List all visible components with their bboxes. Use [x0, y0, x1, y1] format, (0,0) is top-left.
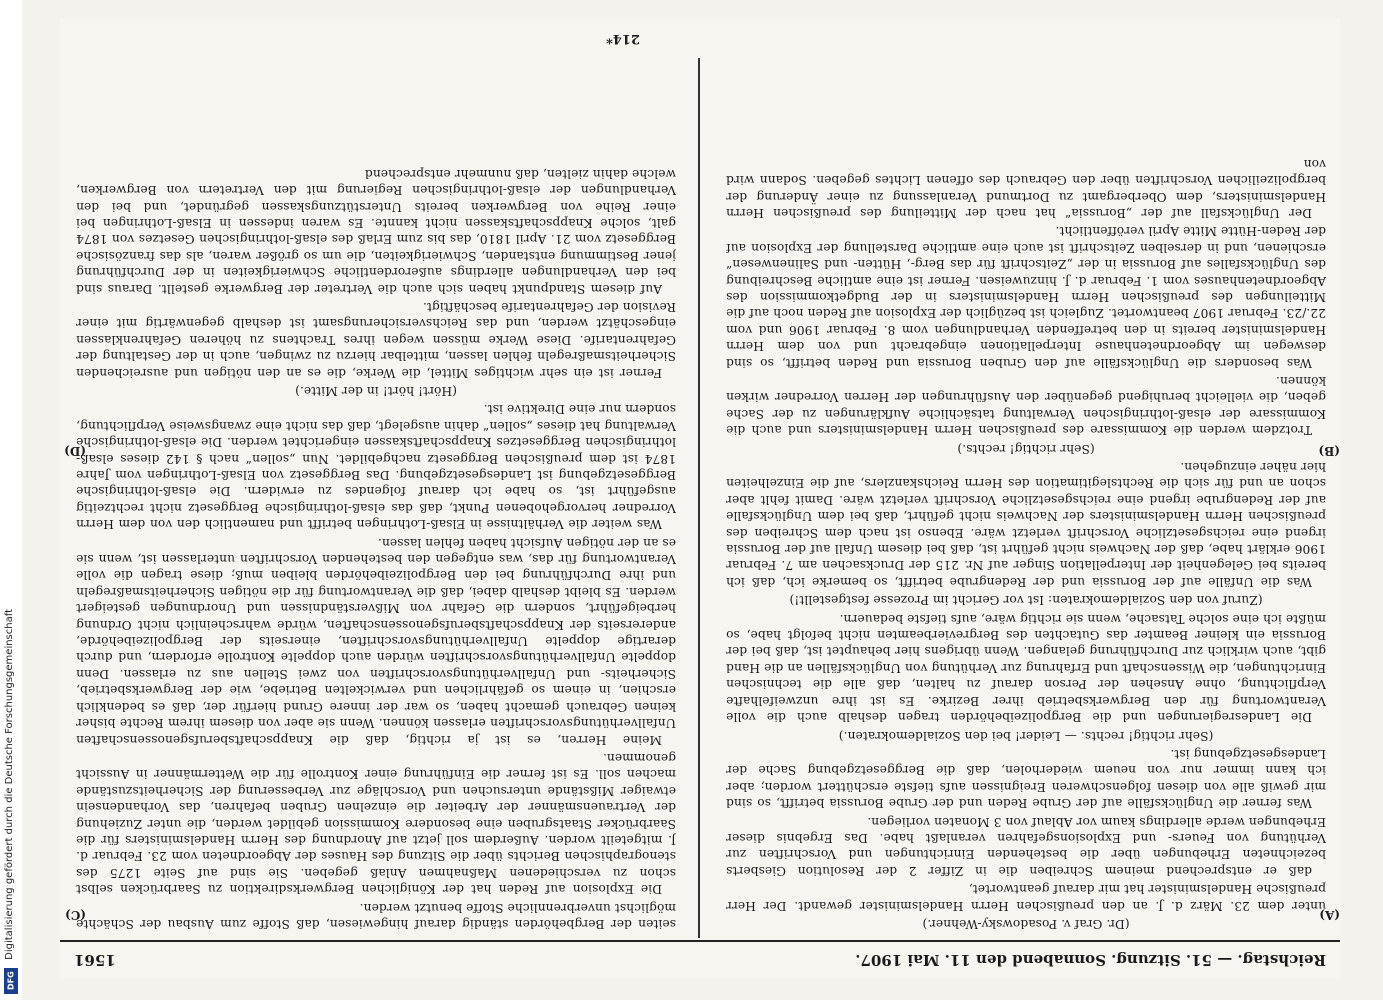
interjection: (Sehr richtig! rechts.): [957, 441, 1095, 456]
column-divider: [698, 58, 700, 938]
paragraph: Was die Unfälle auf der Borussia und der Redengrube betrifft, so bemerke ich, daß ich bereits bei Gelegenheit der Interpellation Singer auf Nr. 215 der Drucksachen am 7. Februar 1906 erklärt habe, daß der Nachweis nicht geführt ist, daß bei diesem Unfall auf der Borussia irgend eine reichsgesetzliche Vorschrift verletzt wäre. Ebenso ist nach dem Schreiben des preußischen Herrn Handelsministers der Nachweis nicht geführt, daß bei dem Unglücksfalle auf der Redengrube irgend eine reichsgesetzliche Vorschrift verletzt wäre. Damit fehlt aber schon an und für sich die Rechtslegitimation des Herrn Reichskanzlers, auf die Einzelheiten hier näher einzugehen.: [726, 460, 1326, 589]
margin-marker-c: (C): [65, 908, 86, 922]
paragraph: Die Landesregierungen und die Bergpolizeibehörden tragen deshalb auch die volle Verantwortung für den Bergwerksbetrieb ihrer Bezirke. Es ist ihre unzweifelhafte Verpflichtung, ohne Ansehen der Person darauf zu halten, daß alle die technischen Einrichtungen, die Wissenschaft und Erfahrung zur Verhütung von Unglücksfällen an die Hand gibt, auch wirklich zur Durchführung gelangen. Wenn übrigens hier behauptet ist, daß bei der Borussia ein kleiner Beamter das Gutachten des Bergrevierbeamten nicht befolgt habe, so müßte ich eine solche Tatsache, wenn sie richtig wäre, aufs tiefste bedauern.: [726, 611, 1326, 725]
digitization-sidebar: [0, 0, 22, 1000]
right-column: [76, 62, 676, 932]
paragraph: Der Unglücksfall auf der „Borussia“ hat nach der Mitteilung des preußischen Herrn Handelsministers, dem Oberbergamt zu Dortmund Veranlassung zu einer Änderung der bergpolizeilichen Vorschriften über den Gebrauch des offenen Lichtes gegeben. Sodann wird von: [726, 156, 1326, 220]
scanned-page: [60, 18, 1340, 978]
paragraph: Was besonders die Unglücksfälle auf den Gruben Borussia und Reden betrifft, so sind deswegen im Abgeordnetenhause Interpellationen eingebracht und von dem Herrn Handelsminister bereits in den betreffenden Verhandlungen vom 8. Februar 1906 und vom 22./23. Februar 1907 beantwortet. Zugleich ist bezüglich der Explosion auf Reden noch auf die Mitteilungen des preußischen Herrn Handelsministers in der Budgetkommission des Abgeordnetenhauses vom 1. Februar d. J. hinzuweisen. Ferner ist eine amtliche Beschreibung des Unglücksfalles auf Borussia in der „Zeitschrift für das Berg-, Hütten- und Salinenwesen“ erschienen, und in derselben Zeitschrift ist auch eine amtliche Darstellung der Explosion auf der Reden-Hütte Mitte April veröffentlicht.: [726, 224, 1326, 370]
interjection: (Hört! hört! in der Mitte.): [295, 384, 457, 398]
speaker-label: (Dr. Graf v. Posadowsky-Wehner.): [922, 917, 1130, 931]
page-header: [60, 940, 1340, 978]
paragraph: daß er entsprechend meinem Schreiben die in Ziffer 2 der Resolution Giesberts bezeichneten Erhebungen über die bestehenden Einrichtungen und Vorschriften zur Verhütung von Feuers- und Explosionsgefahren veranlaßt habe. Das Ergebnis dieser Erhebungen werde allerdings kaum vor Ablauf von 3 Monaten vorliegen.: [726, 814, 1326, 878]
paragraph: Was ferner die Unglücksfälle auf der Grube Reden und der Grube Borussia betrifft, so sind mir gewiß alle von diesen folgenschweren Ereignissen aufs tiefste erschüttert worden; aber ich kann immer nur von neuem wiederholen, daß die Berggesetzgebung Sache der Landesgesetzgebung ist.: [726, 746, 1326, 811]
paragraph: Meine Herren, es ist ja richtig, daß die Knappschaftsberufsgenossenschaften Unfallverhütungsvorschriften erlassen können. Wenn sie aber von diesem ihrem Rechte bisher keinen Gebrauch gemacht haben, so war der innere Grund hierfür der, daß es bedenklich erschien, in einem so gefährlichen und verwickelten Betriebe, wie der Bergwerksbetrieb, Sicherheits- und Unfallverhütungsvorschriften von zwei Stellen aus zu erlassen. Denn doppelte Unfallverhütungsvorschriften würden auch doppelte Kontrolle erfordern, und durch derartige doppelte Unfallverhütungsvorschriften, einerseits der Bergpolizeibehörde, andererseits der Knappschaftsberufsgenossenschaften, würde wahrscheinlich nicht Ordnung herbeigeführt, sondern die Gefahr von Mißverständnissen und Unordnungen gesteigert werden. Es bleibt deshalb dabei, daß die Verantwortung für die nötigen Sicherheitsmaßregeln und ihre Durchführung bei den Bergpolizeibehörden bleiben muß; diese tragen die volle Verantwortung für das, was entgegen den bestehenden Vorschriften unterlassen ist, wenn sie es an der nötigen Aufsicht haben fehlen lassen.: [76, 535, 676, 747]
interjection: (Sehr richtig! rechts. — Leider! bei den Sozialdemokraten.): [838, 728, 1214, 743]
paragraph: Was weiter die Verhältnisse in Elsaß-Lothringen betrifft und namentlich den von dem Herrn Vorredner hervorgehobenen Punkt, daß das elsaß-lothringische Berggesetz nicht rechtzeitig ausgeführt ist, so habe ich darauf folgendes zu erwidern. Die elsaß-lothringische Berggesetzgebung ist Landesgesetzgebung. Das Berggesetz von Elsaß-Lothringen vom Jahre 1874 ist dem preußischen Berggesetz nachgebildet. Nun „sollen“ nach § 142 dieses elsaß-lothringischen Berggesetzes Knappschaftskassen eingerichtet werden. Die elsaß-lothringische Verwaltung hat dieses „sollen“ dahin ausgelegt, daß das nicht eine zwangsweise Verpflichtung, sondern nur eine Direktive ist.: [76, 402, 676, 532]
paragraph: seiten der Bergbehörden ständig darauf hingewiesen, daß Stoffe zum Ausbau der Schächte möglichst unverbrennliche Stoffe benutzt werden.: [76, 900, 676, 931]
digitization-credit: Digitalisierung gefördert durch die Deutsche Forschungsgemeinschaft: [4, 609, 15, 960]
margin-marker-b: (B): [1318, 444, 1340, 458]
paragraph: Die Explosion auf Reden hat der Königlichen Bergwerksdirektion zu Saarbrücken selbst schon zu verschiedenen Maßnahmen Anlaß gegeben. Sie sind auf Seite 1275 des stenographischen Berichts über die Sitzung des Hauses der Abgeordneten vom 23. Februar d. J. mitgeteilt worden. Außerdem soll jetzt auf Anordnung des Herrn Handelsministers für die Saarbrücker Staatsgruben eine besondere Kommission gebildet werden, die unter Zuziehung der Vertrauensmänner der Arbeiter die einzelnen Gruben befahren, das Vorhandensein etwaiger Mißstände untersuchen und Vorschläge zur Verbesserung der Sicherheitszustände machen soll. Es ist ferner die Einführung einer Kontrolle für die Wettermänner in Aussicht genommen.: [76, 750, 676, 897]
header-title: Reichstag. — 51. Sitzung. Sonnabend den 11. Mai 1907.: [855, 951, 1326, 969]
margin-marker-a: (A): [1319, 908, 1340, 922]
page-number: 1561: [74, 951, 116, 969]
paragraph: unter dem 23. März d. J. an den preußischen Herrn Handelsminister gewandt. Der Herr preußische Handelsminister hat mir darauf geantwortet,: [726, 882, 1326, 913]
paragraph: Trotzdem werden die Kommissare des preußischen Herrn Handelsministers und auch die Kommissare der elsaß-lothringischen Verwaltung tatsächliche Aufklärungen zu der Sache geben, die vielleicht beruhigend gegenüber den Ausführungen der Herren Vorredner wirken können.: [726, 374, 1326, 438]
paragraph: Auf diesem Standpunkt haben sich auch die Vertreter der Bergwerke gestellt. Daraus sind bei den Verhandlungen allerdings außerordentliche Schwierigkeiten in der Durchführung jener Bestimmung entstanden, Schwierigkeiten, die um so größer waren, als das französische Berggesetz vom 21. April 1810, das bis zum Erlaß des elsaß-lothringischen Gesetzes von 1874 galt, solche Knappschaftskassen nicht kannte. Es waren indessen in Elsaß-Lothringen bei einer Reihe von Bergwerken bereits Unterstützungskassen gegründet, und bei den Verhandlungen der elsaß-lothringischen Regierung mit den Vertretern von Bergwerken, welche dahin zielten, daß nunmehr entsprechend: [76, 166, 676, 296]
margin-marker-d: (D): [64, 444, 86, 458]
dfg-logo-icon: DFG: [4, 968, 18, 994]
sheet-number: 214*: [606, 31, 640, 46]
interjection: (Zuruf von den Sozialdemokraten: Ist vor Gericht im Prozesse festgestellt!): [789, 593, 1263, 608]
left-column: [726, 62, 1326, 932]
paragraph: Ferner ist ein sehr wichtiges Mittel, die Werke, die es an den nötigen und ausreichenden Sicherheitsmaßregeln fehlen lassen, mittelbar hierzu zu zwingen, auch in der Gestaltung der Gefahrentarife. Diese Werke müssen wegen ihres Trachtens zu höheren Gefahrenklassen eingeschätzt werden, und das Reichsversicherungsamt ist deshalb gegenwärtig mit einer Revision der Gefahrentarife beschäftigt.: [76, 299, 676, 380]
